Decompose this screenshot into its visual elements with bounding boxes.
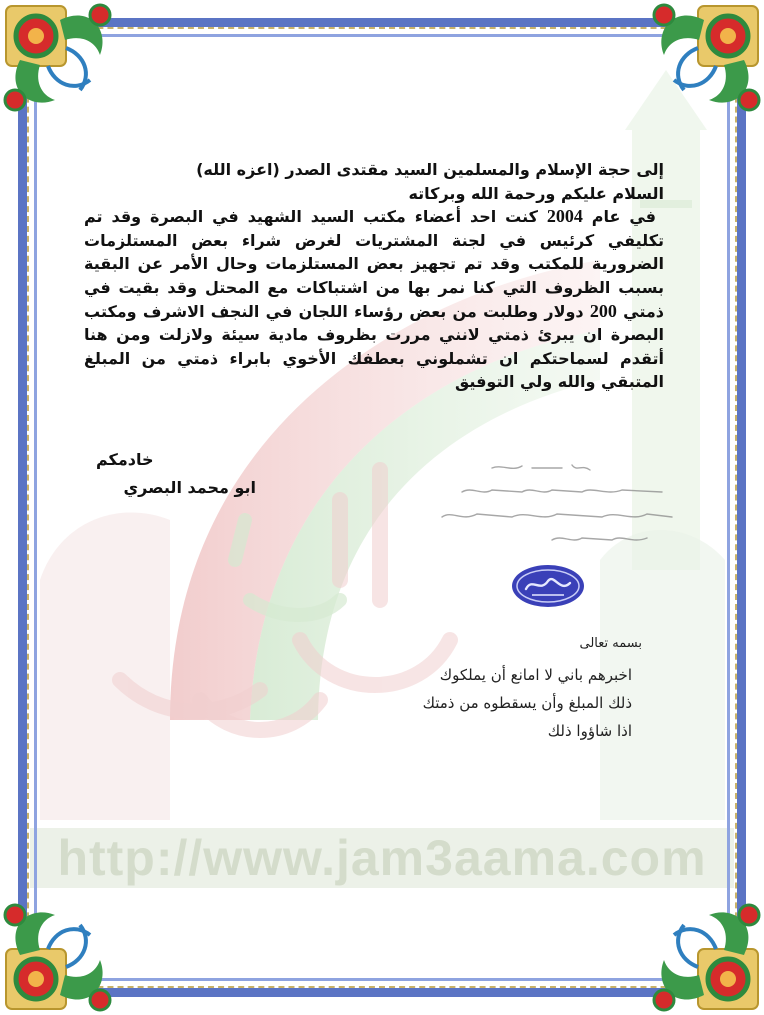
letter-greeting: السلام عليكم ورحمة الله وبركاته (408, 183, 664, 203)
corner-ornament-bottom-right (644, 895, 764, 1015)
closing-salutation: خادمكم (96, 450, 154, 469)
faint-handwriting-scribble (432, 462, 692, 552)
letter-body-end: دولار وطلبت من بعض رؤساء اللجان في النجف الاشرف ومكتب البصرة ان يبرئ ذمتي لانني مررت بظروف مادية سيئة ولازلت ومن هنا أتقدم لسماحتكم ان تشملوني بعطفك الأخوي بابراء ذمتي من المبلغ المتبقي والله ولي التوفيق (84, 301, 664, 392)
letter-text (84, 158, 664, 394)
letter-amount: 200 (589, 300, 617, 321)
reply-line: اخبرهم باني لا امانع أن يملكوك (439, 666, 632, 684)
corner-ornament-top-left (0, 0, 120, 120)
signature-name: ابو محمد البصري (123, 478, 256, 497)
letter-body-intro: في عام (582, 207, 656, 227)
handwritten-reply (402, 636, 642, 745)
signature-seal (510, 563, 586, 609)
letter-body-middle: كنت احد أعضاء مكتب السيد الشهيد في البصرة وقد تم تكليفي كرئيس في لجنة المشتريات لغرض شراء بعض المستلزمات الضرورية للمكتب وقد تم تجهيز بعض المستلزمات وحال الأمر عن البقية بسبب الظروف التي كنا نمر بها من اشتباكات مع المحتل وقد بقيت في ذمتي (84, 207, 664, 321)
reply-line: اذا شاؤوا ذلك (547, 722, 632, 740)
corner-ornament-top-right (644, 0, 764, 120)
corner-ornament-bottom-left (0, 895, 120, 1015)
letter-addressee: إلى حجة الإسلام والمسلمين السيد مقتدى الصدر (اعزه الله) (196, 160, 664, 179)
watermark-url: http://www.jam3aama.com (30, 828, 734, 888)
letter-body (84, 205, 664, 394)
reply-header: بسمه تعالى (579, 636, 642, 651)
reply-line: ذلك المبلغ وأن يسقطوه من ذمتك (422, 694, 632, 712)
letter-closing (96, 446, 256, 502)
letter-year: 2004 (546, 206, 583, 227)
